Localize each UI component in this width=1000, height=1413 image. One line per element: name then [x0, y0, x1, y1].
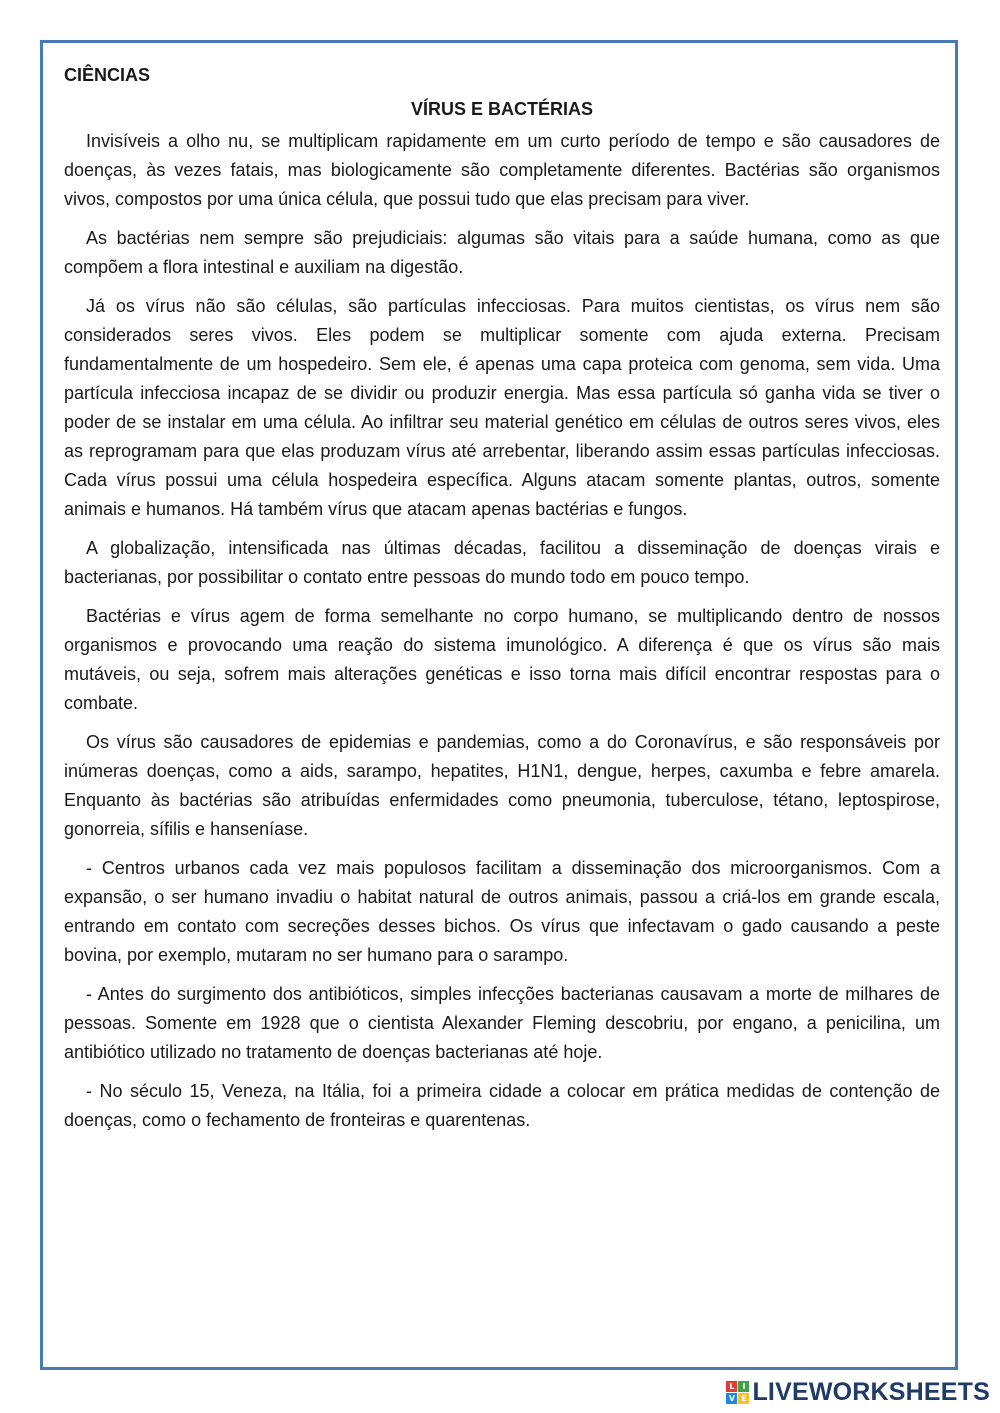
logo-letter-v: V: [726, 1393, 737, 1404]
paragraph-diseases: Os vírus são causadores de epidemias e pandemias, como a do Coronavírus, e são responsáveis por inúmeras doenças, como a aids, sarampo, hepatites, H1N1, dengue, herpes, caxumba e febre amarela. Enquanto às bactérias são atribuídas enfermidades como pneumonia, tuberculose, tétano, leptospirose, gonorreia, sífilis e hanseníase.: [64, 732, 940, 839]
paragraph-intro: Invisíveis a olho nu, se multiplicam rapidamente em um curto período de tempo e são causadores de doenças, às vezes fatais, mas biologicamente são completamente diferentes. Bactérias são organismos vivos, compostos por uma única célula, que possui tudo que elas precisam para viver.: [64, 131, 940, 209]
paragraph-urban-centers: - Centros urbanos cada vez mais populosos facilitam a disseminação dos microorganismos. Com a expansão, o ser humano invadiu o habitat natural de outros animais, passou a criá-los em grande escala, entrando em contato com secreções desses bichos. Os vírus que infectavam o gado causando a peste bovina, por exemplo, mutaram no ser humano para o sarampo.: [64, 858, 940, 965]
liveworksheets-logo-icon: [726, 1381, 749, 1404]
brand-name: LIVEWORKSHEETS: [752, 1378, 990, 1406]
page-title: VÍRUS E BACTÉRIAS: [410, 99, 594, 119]
logo-letter-l: L: [726, 1381, 737, 1392]
paragraph-virus-nature: Já os vírus não são células, são partículas infecciosas. Para muitos cientistas, os vírus nem são considerados seres vivos. Eles podem se multiplicar somente com ajuda externa. Precisam fundamentalmente de um hospedeiro. Sem ele, é apenas uma capa proteica com genoma, sem vida. Uma partícula infecciosa incapaz de se dividir ou produzir energia. Mas essa partícula só ganha vida se tiver o poder de se instalar em uma célula. Ao infiltrar seu material genético em células de outros seres vivos, eles as reprogramam para que elas produzam vírus até arrebentar, liberando assim essas partículas infecciosas. Cada vírus possui uma célula hospedeira específica. Alguns atacam somente plantas, outros, somente animais e humanos. Há também vírus que atacam apenas bactérias e fungos.: [64, 296, 940, 519]
paragraph-globalization: A globalização, intensificada nas últimas décadas, facilitou a disseminação de doenças virais e bacterianas, por possibilitar o contato entre pessoas do mundo todo em pouco tempo.: [64, 538, 940, 587]
worksheet-content: [64, 63, 940, 1145]
liveworksheets-brand[interactable]: [726, 1378, 990, 1407]
paragraph-immune-response: Bactérias e vírus agem de forma semelhante no corpo humano, se multiplicando dentro de nossos organismos e provocando uma reação do sistema imunológico. A diferença é que os vírus são mais mutáveis, ou seja, sofrem mais alterações genéticas e isso torna mais difícil encontrar respostas para o combate.: [64, 606, 940, 713]
worksheet-frame: [40, 40, 958, 1370]
subject-heading: CIÊNCIAS: [64, 65, 151, 85]
logo-letter-i: I: [738, 1381, 749, 1392]
paragraph-bacteria-benefits: As bactérias nem sempre são prejudiciais: algumas são vitais para a saúde humana, como as que compõem a flora intestinal e auxiliam na digestão.: [64, 228, 940, 277]
paragraph-venice: - No século 15, Veneza, na Itália, foi a primeira cidade a colocar em prática medidas de contenção de doenças, como o fechamento de fronteiras e quarentenas.: [64, 1081, 940, 1130]
paragraph-antibiotics: - Antes do surgimento dos antibióticos, simples infecções bacterianas causavam a morte de milhares de pessoas. Somente em 1928 que o cientista Alexander Fleming descobriu, por engano, a penicilina, um antibiótico utilizado no tratamento de doenças bacterianas até hoje.: [64, 984, 940, 1062]
logo-letter-e: E: [738, 1393, 749, 1404]
